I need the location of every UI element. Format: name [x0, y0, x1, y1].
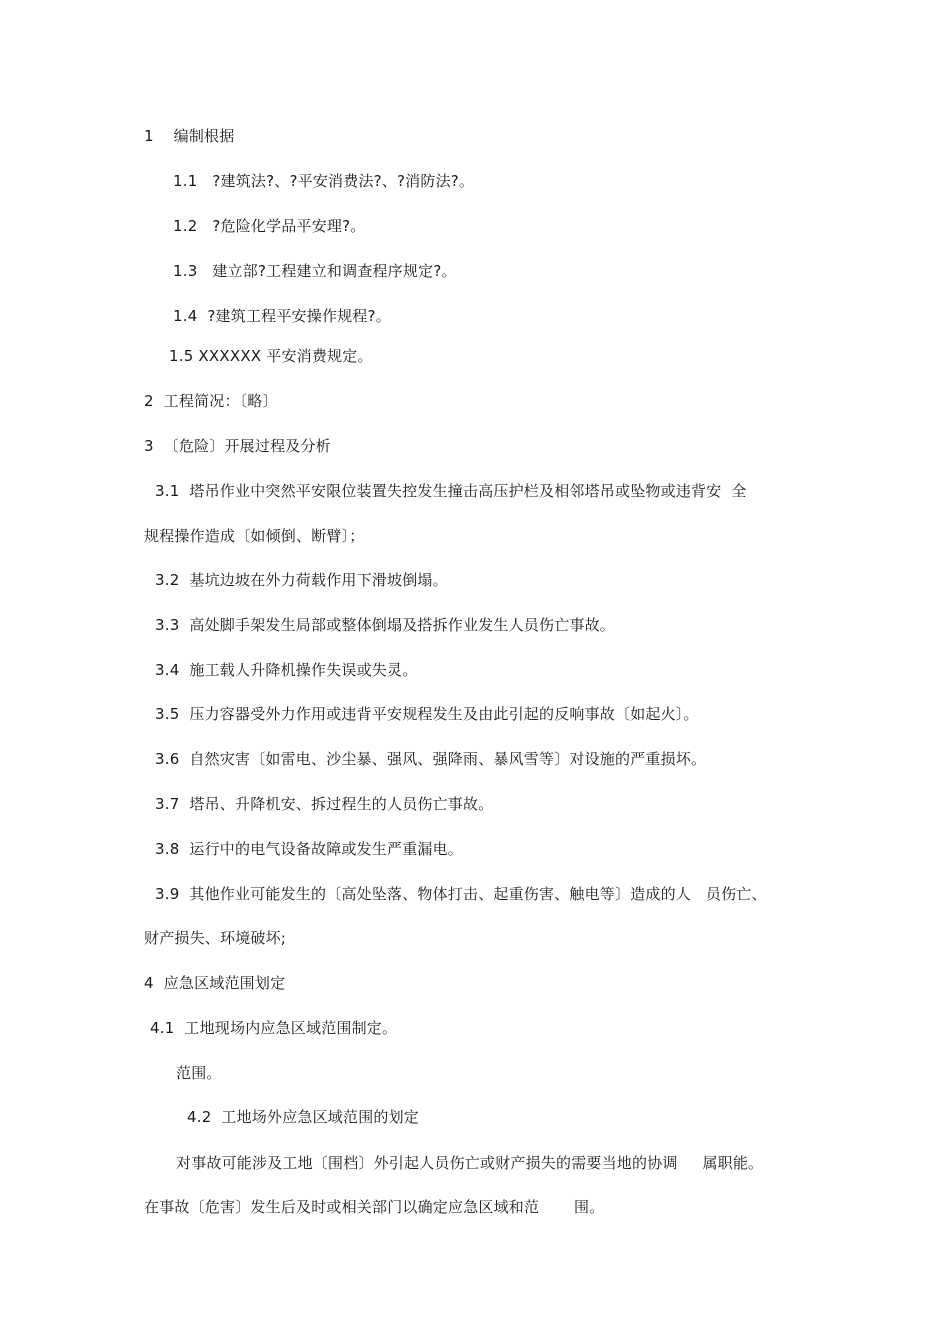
item-1-1: 1.1 ?建筑法?、?平安消费法?、?消防法?。: [173, 172, 475, 190]
item-3-1: 3.1 塔吊作业中突然平安限位装置失控发生撞击高压护栏及相邻塔吊或坠物或违背安 全: [155, 482, 747, 500]
item-1-5: 1.5 XXXXXX 平安消费规定。: [169, 347, 373, 365]
item-3-1-continued: 规程操作造成〔如倾倒、断臂〕；: [144, 527, 365, 545]
item-4-1: 4.1 工地现场内应急区域范围制定。: [150, 1019, 398, 1037]
item-3-9: 3.9 其他作业可能发生的〔高处坠落、物体打击、起重伤害、触电等〕造成的人 员伤亡、: [155, 885, 767, 903]
item-4-2-paragraph: 对事故可能涉及工地〔围档〕外引起人员伤亡或财产损失的需要当地的协调 属职能。: [176, 1154, 764, 1172]
item-3-9-continued: 财产损失、环境破坏;: [144, 929, 287, 947]
item-3-3: 3.3 高处脚手架发生局部或整体倒塌及搭拆作业发生人员伤亡事故。: [155, 616, 615, 634]
item-4-2-paragraph-continued: 在事故〔危害〕发生后及时或相关部门以确定应急区域和范 围。: [144, 1198, 605, 1216]
item-3-7: 3.7 塔吊、升降机安、拆过程生的人员伤亡事故。: [155, 795, 494, 813]
item-3-4: 3.4 施工载人升降机操作失误或失灵。: [155, 661, 418, 679]
heading-1-basis: 1 编制根据: [144, 127, 235, 145]
item-3-2: 3.2 基坑边坡在外力荷载作用下滑坡倒塌。: [155, 571, 448, 589]
item-4-1-scope: 范围。: [176, 1064, 222, 1082]
item-3-6: 3.6 自然灾害〔如雷电、沙尘暴、强风、强降雨、暴风雪等〕对设施的严重损坏。: [155, 750, 707, 768]
item-1-3: 1.3 建立部?工程建立和调查程序规定?。: [173, 262, 457, 280]
heading-4-emergency-zone: 4 应急区域范围划定: [144, 974, 286, 992]
item-4-2: 4.2 工地场外应急区域范围的划定: [187, 1108, 419, 1126]
heading-2-overview: 2 工程简况：〔略〕: [144, 392, 278, 410]
item-1-2: 1.2 ?危险化学品平安理?。: [173, 217, 366, 235]
heading-3-hazards: 3 〔危险〕开展过程及分析: [144, 437, 331, 455]
item-1-4: 1.4 ?建筑工程平安操作规程?。: [173, 307, 391, 325]
item-3-8: 3.8 运行中的电气设备故障或发生严重漏电。: [155, 840, 463, 858]
item-3-5: 3.5 压力容器受外力作用或违背平安规程发生及由此引起的反响事故〔如起火〕。: [155, 705, 699, 723]
